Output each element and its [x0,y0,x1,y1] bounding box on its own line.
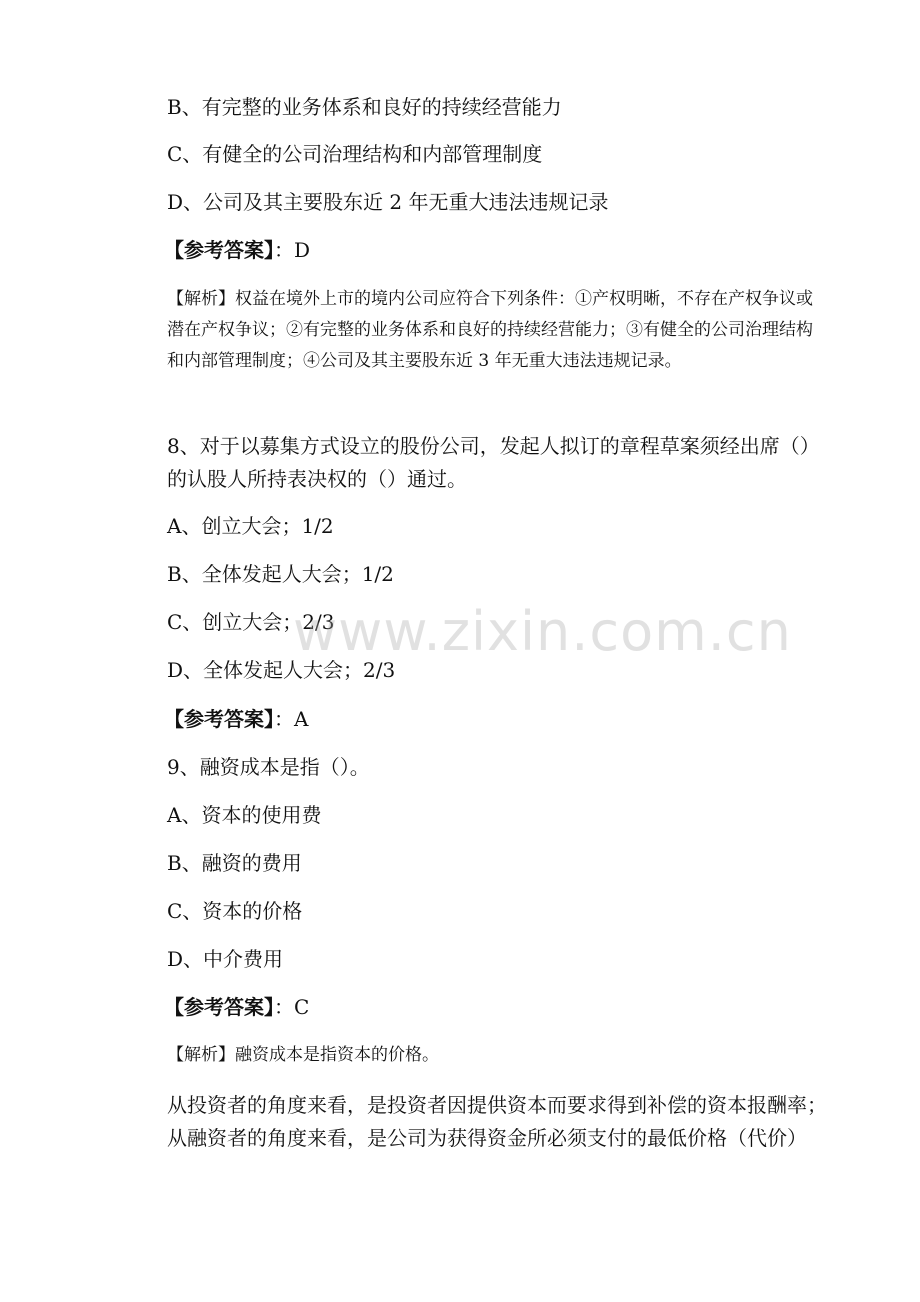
q7-option-d: D、公司及其主要股东近 2 年无重大违法违规记录 [167,190,609,214]
q7-answer [164,236,310,264]
q9-option-b: B、融资的费用 [167,851,302,875]
answer-value: ：D [274,238,311,262]
q8-option-b: B、全体发起人大会；1/2 [167,562,394,586]
q9-explanation-paragraph: 从投资者的角度来看，是投资者因提供资本而要求得到补偿的资本报酬率；从融资者的角度来看，是公司为获得资金所必须支付的最低价格（代价） [167,1093,827,1150]
analysis-tag: 【解析】 [167,1045,235,1065]
analysis-text: 融资成本是指资本的价格。 [235,1045,439,1065]
q8-option-d: D、全体发起人大会；2/3 [167,658,396,682]
answer-value: ：A [274,707,309,731]
q9-option-a: A、资本的使用费 [167,803,322,827]
answer-value: ：C [274,995,310,1019]
q8-option-c: C、创立大会；2/3 [167,610,335,634]
watermark: www.zixin.com.cn [293,600,792,663]
q7-option-c: C、有健全的公司治理结构和内部管理制度 [167,142,543,166]
answer-label: 【参考答案】 [164,238,274,262]
q7-option-b: B、有完整的业务体系和良好的持续经营能力 [167,95,562,119]
q8-answer [164,705,308,733]
q8-option-a: A、创立大会；1/2 [167,514,334,538]
q9-option-d: D、中介费用 [167,947,284,971]
answer-label: 【参考答案】 [164,707,274,731]
q8-stem: 8、对于以募集方式设立的股份公司，发起人拟订的章程草案须经出席（）的认股人所持表决权的（）通过。 [167,434,810,491]
q9-stem: 9、融资成本是指（）。 [167,755,370,779]
analysis-tag: 【解析】 [167,289,235,309]
q9-answer [164,993,309,1021]
q7-analysis [167,284,827,377]
q9-option-c: C、资本的价格 [167,899,303,923]
q9-analysis [167,1040,827,1071]
analysis-text: 权益在境外上市的境内公司应符合下列条件：①产权明晰，不存在产权争议或潜在产权争议；②有完整的业务体系和良好的持续经营能力；③有健全的公司治理结构和内部管理制度；④公司及其主要股东近 3 年无重大违法违规记录。 [167,289,813,371]
answer-label: 【参考答案】 [164,995,274,1019]
